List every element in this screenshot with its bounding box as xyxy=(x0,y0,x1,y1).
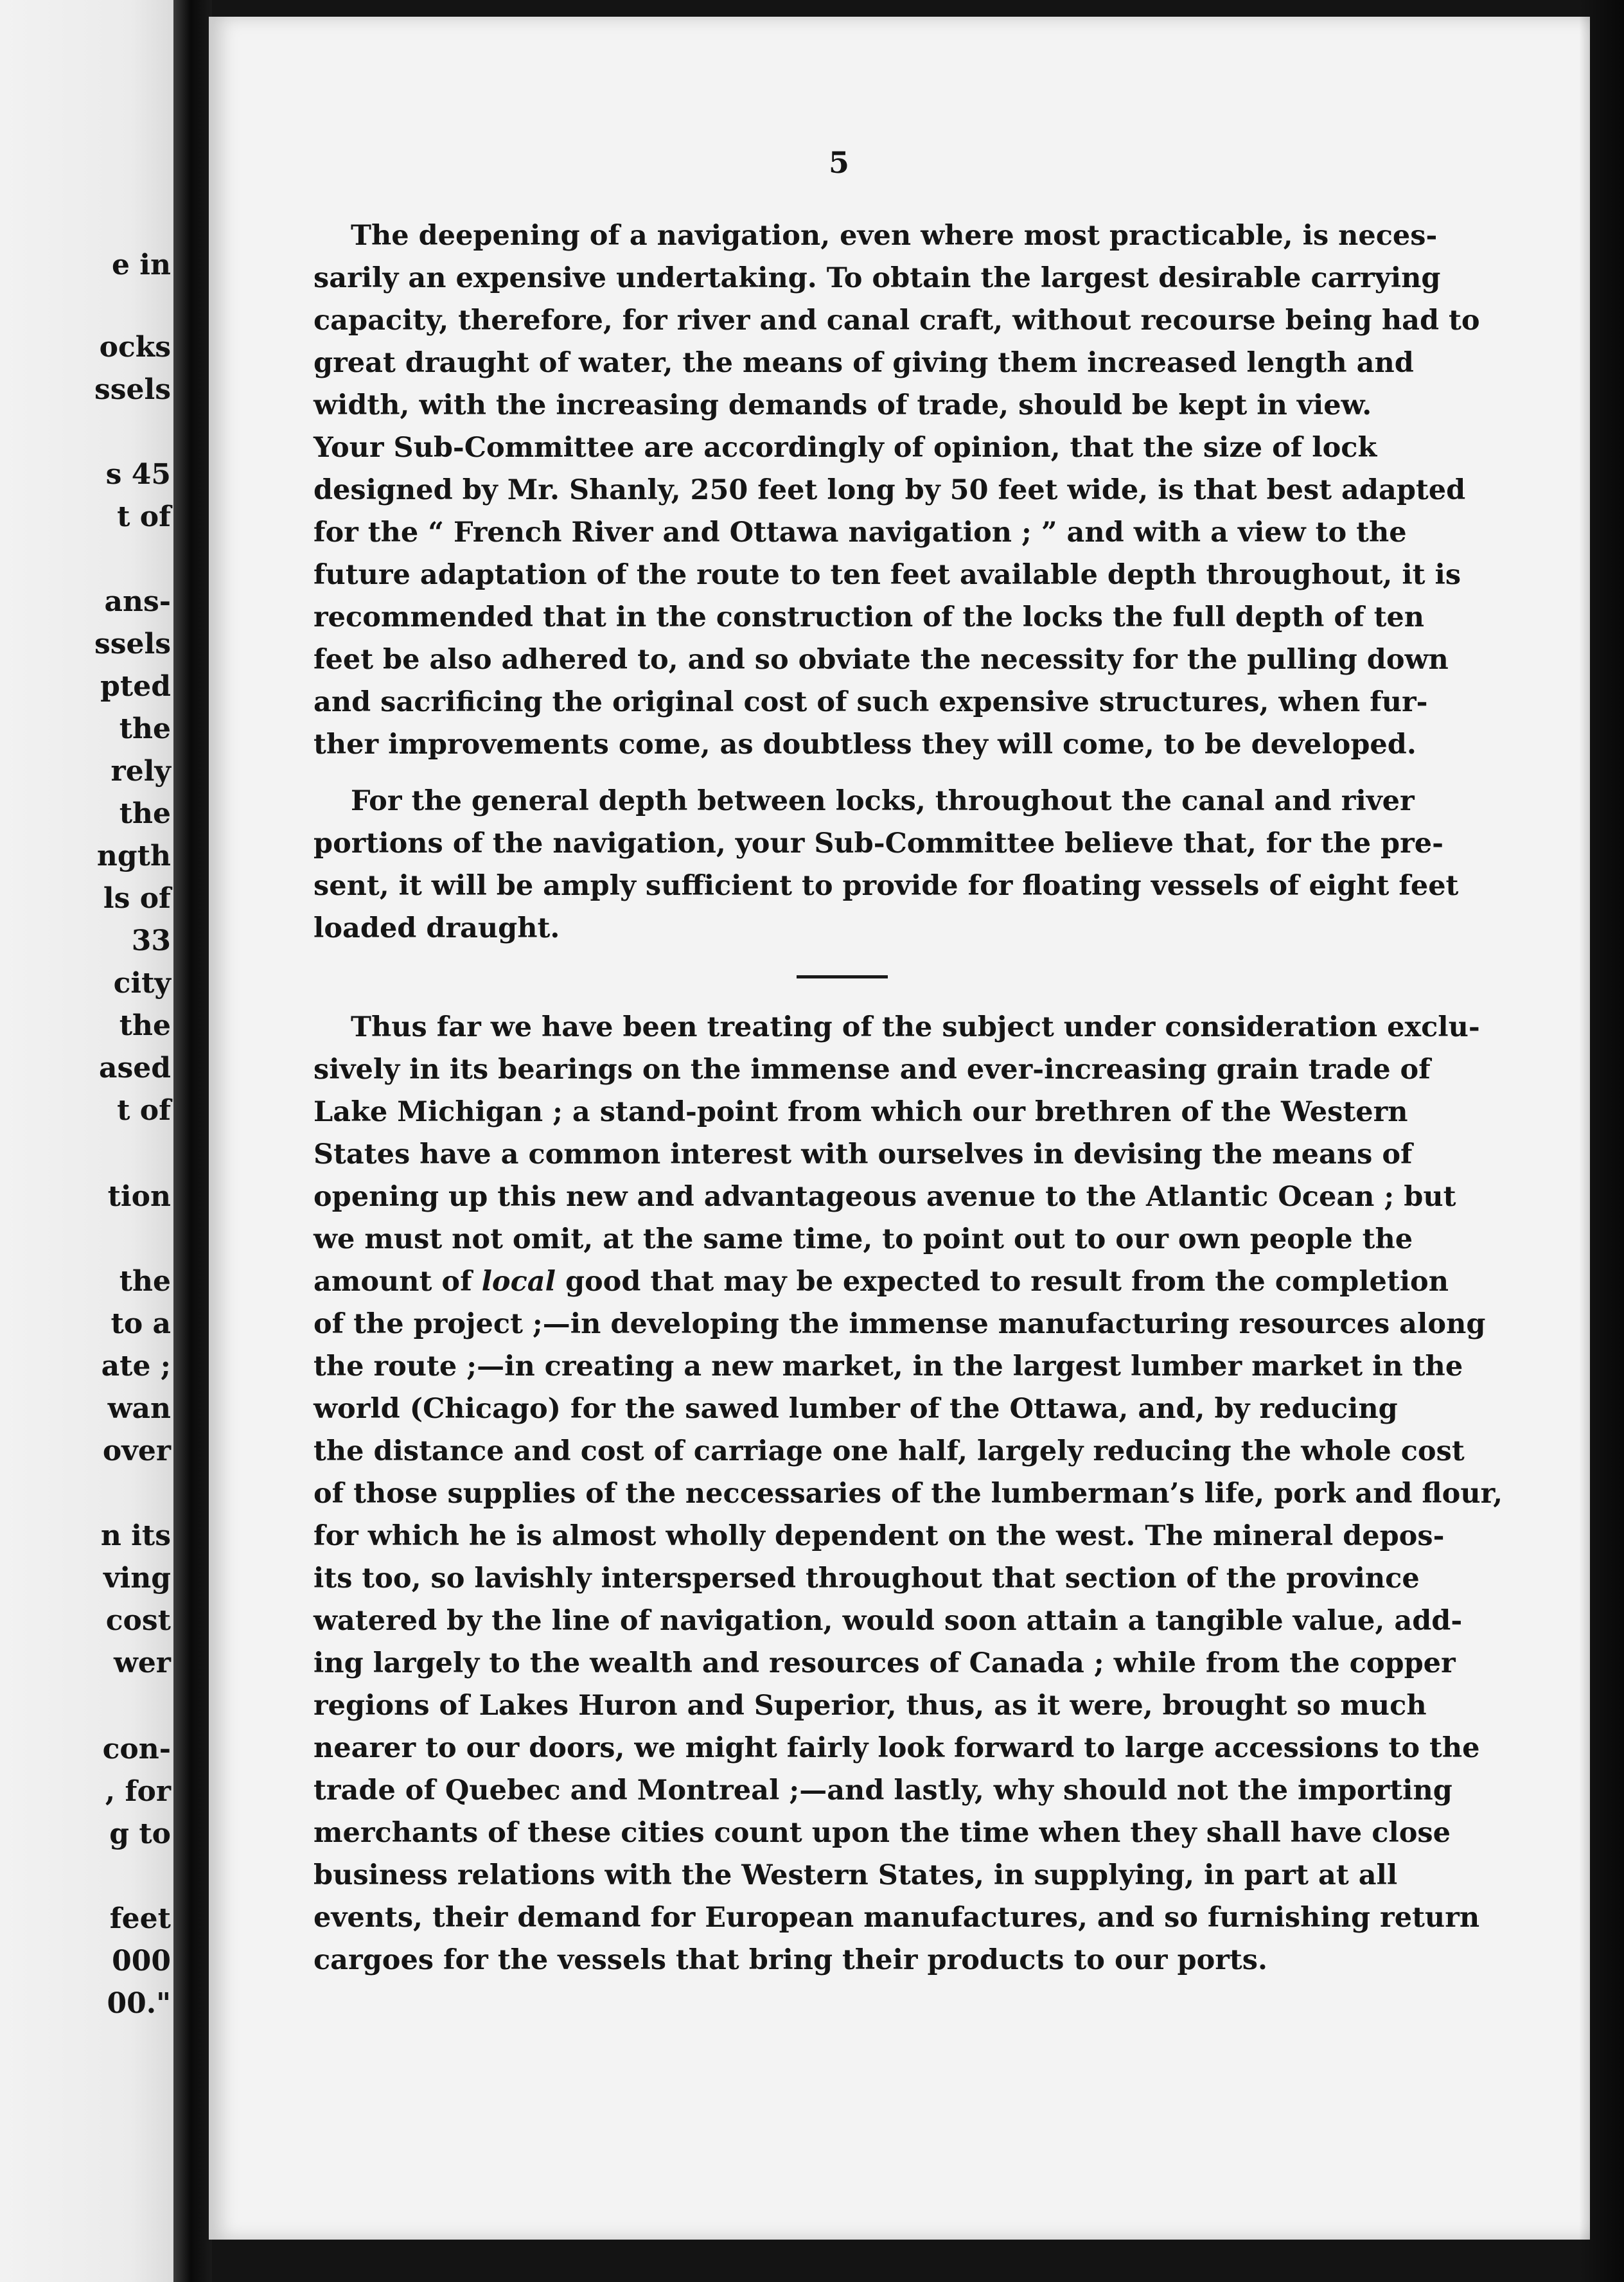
text-line: trade of Quebec and Montreal ;—and lastly, why should not the importing xyxy=(313,1774,1452,1807)
fragment-line: city xyxy=(113,967,171,1000)
fragment-line: e in xyxy=(111,249,171,281)
text-line: we must not omit, at the same time, to point out to our own people the xyxy=(313,1223,1413,1255)
text-line: States have a common interest with ourselves in devising the means of xyxy=(313,1138,1413,1171)
fragment-line: tion xyxy=(107,1180,171,1213)
text-line: sively in its bearings on the immense and ever-increasing grain trade of xyxy=(313,1054,1431,1086)
text-line: watered by the line of navigation, would soon attain a tangible value, add- xyxy=(313,1605,1463,1637)
fragment-line: g to xyxy=(109,1818,171,1850)
text-line: for which he is almost wholly dependent on the west. The mineral depos- xyxy=(313,1520,1445,1552)
text-line: Thus far we have been treating of the subject under consideration exclu- xyxy=(351,1011,1480,1043)
text-line: regions of Lakes Huron and Superior, thus, as it were, brought so much xyxy=(313,1690,1427,1722)
fragment-line: over xyxy=(102,1435,171,1467)
fragment-line: ngth xyxy=(96,840,171,872)
fragment-line: ocks xyxy=(99,331,171,364)
fragment-line: t of xyxy=(117,500,171,533)
section-divider-rule xyxy=(797,975,888,978)
text-line: future adaptation of the route to ten feet available depth throughout, it is xyxy=(313,559,1461,591)
text-line: cargoes for the vessels that bring their products to our ports. xyxy=(313,1944,1267,1976)
italic-word: local xyxy=(481,1266,556,1298)
text-line: sent, it will be amply sufficient to provide for floating vessels of eight feet xyxy=(313,870,1459,902)
fragment-line: 00." xyxy=(107,1987,171,2020)
fragment-line: the xyxy=(119,1265,171,1298)
fragment-line: the xyxy=(119,712,171,745)
text-line-with-italic xyxy=(313,1260,1449,1303)
paragraph-local-benefits xyxy=(313,1006,1503,1981)
fragment-line: cost xyxy=(105,1604,171,1637)
fragment-line: , for xyxy=(105,1775,171,1808)
fragment-line: to a xyxy=(110,1307,171,1340)
fragment-line: the xyxy=(119,1009,171,1042)
fragment-line: ving xyxy=(103,1562,171,1595)
fragment-line: wer xyxy=(113,1647,171,1679)
fragment-line: ssels xyxy=(94,628,171,660)
text-line: For the general depth between locks, throughout the canal and river xyxy=(351,785,1415,817)
text-line: events, their demand for European manufactures, and so furnishing return xyxy=(313,1902,1480,1934)
fragment-line: 33 xyxy=(131,924,171,957)
fragment-line: wan xyxy=(107,1392,171,1425)
text-line: The deepening of a navigation, even where most practicable, is neces- xyxy=(351,220,1438,252)
fragment-line: ans- xyxy=(104,585,171,618)
text-run: amount of xyxy=(313,1266,482,1298)
fragment-line: n its xyxy=(100,1519,171,1552)
text-line: great draught of water, the means of giving them increased length and xyxy=(313,347,1414,379)
text-line: and sacrificing the original cost of such expensive structures, when fur- xyxy=(313,686,1428,718)
previous-page-text-fragments xyxy=(0,0,186,2282)
paragraph-lock-dimensions xyxy=(313,215,1480,766)
text-line: merchants of these cities count upon the time when they shall have close xyxy=(313,1817,1451,1849)
text-line: its too, so lavishly interspersed throughout that section of the province xyxy=(313,1562,1420,1595)
text-line: of the project ;—in developing the immense manufacturing resources along xyxy=(313,1308,1486,1340)
fragment-line: ls of xyxy=(103,882,171,915)
fragment-line: t of xyxy=(117,1094,171,1127)
text-line: for the “ French River and Ottawa navigation ; ” and with a view to the xyxy=(313,517,1407,549)
text-line: recommended that in the construction of the locks the full depth of ten xyxy=(313,601,1425,633)
fragment-line: the xyxy=(119,797,171,830)
text-line: of those supplies of the neccessaries of the lumberman’s life, pork and flour, xyxy=(313,1478,1503,1510)
fragment-line: s 45 xyxy=(105,458,171,491)
text-line: nearer to our doors, we might fairly look forward to large accessions to the xyxy=(313,1732,1480,1764)
text-line: the distance and cost of carriage one half, largely reducing the whole cost xyxy=(313,1435,1465,1467)
fragment-line: 000 xyxy=(112,1945,171,1977)
book-gutter xyxy=(173,0,212,2282)
text-line: ther improvements come, as doubtless they will come, to be developed. xyxy=(313,729,1417,761)
fragment-line: ased xyxy=(98,1052,171,1084)
text-line: designed by Mr. Shanly, 250 feet long by 50 feet wide, is that best adapted xyxy=(313,474,1466,506)
fragment-line: ate ; xyxy=(101,1350,171,1383)
text-line: Lake Michigan ; a stand-point from which our brethren of the Western xyxy=(313,1096,1408,1128)
text-run: good that may be expected to result from the completion xyxy=(555,1266,1449,1298)
fragment-line: rely xyxy=(110,755,171,788)
fragment-line: pted xyxy=(100,670,171,703)
fragment-line: feet xyxy=(109,1902,171,1935)
previous-page-edge xyxy=(0,0,186,2282)
fragment-line: con- xyxy=(102,1733,171,1765)
fragment-line: ssels xyxy=(94,373,171,406)
page-body xyxy=(313,215,1503,1981)
scan-edge-shadow xyxy=(1579,0,1624,2282)
text-line: sarily an expensive undertaking. To obtain the largest desirable carrying xyxy=(313,262,1441,294)
text-line: Your Sub-Committee are accordingly of opinion, that the size of lock xyxy=(313,432,1377,464)
text-line: width, with the increasing demands of trade, should be kept in view. xyxy=(313,389,1372,421)
text-line: business relations with the Western States, in supplying, in part at all xyxy=(313,1859,1398,1891)
paragraph-channel-depth xyxy=(313,780,1459,950)
text-line: feet be also adhered to, and so obviate the necessity for the pulling down xyxy=(313,644,1449,676)
text-line: the route ;—in creating a new market, in the largest lumber market in the xyxy=(313,1350,1463,1383)
text-line: ing largely to the wealth and resources of Canada ; while from the copper xyxy=(313,1647,1456,1679)
page-number: 5 xyxy=(828,145,849,180)
text-line: opening up this new and advantageous avenue to the Atlantic Ocean ; but xyxy=(313,1181,1456,1213)
text-line: portions of the navigation, your Sub-Committee believe that, for the pre- xyxy=(313,827,1443,860)
text-line: world (Chicago) for the sawed lumber of the Ottawa, and, by reducing xyxy=(313,1393,1398,1425)
text-line: loaded draught. xyxy=(313,912,560,944)
text-line: capacity, therefore, for river and canal craft, without recourse being had to xyxy=(313,305,1480,337)
